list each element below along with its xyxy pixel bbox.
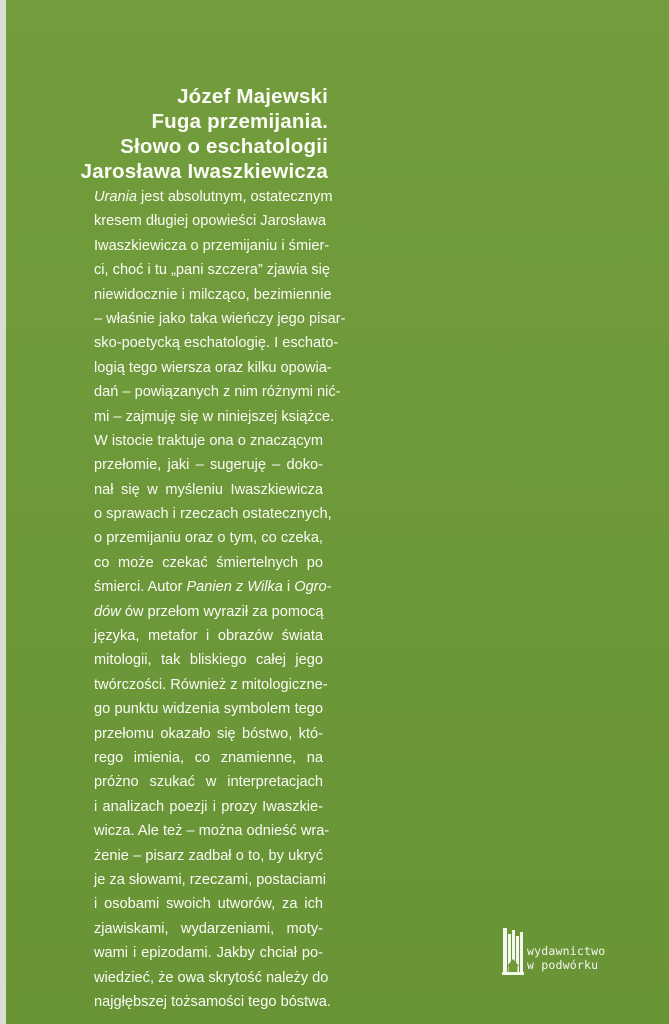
blurb-line: mitologii, tak bliskiego całej jego: [94, 652, 323, 669]
blurb-line: zjawiskami, wydarzeniami, moty-: [94, 920, 323, 937]
blurb-line: kresem długiej opowieści Jarosława: [94, 213, 326, 230]
blurb-italic-title: dów: [94, 603, 121, 620]
blurb-italic-title: Ogro-: [294, 579, 332, 596]
blurb-italic-title: Panien z Wilka: [186, 579, 283, 596]
blurb-line: rego imienia, co znamienne, na: [94, 749, 323, 766]
blurb-line: go punktu widzenia symbolem tego: [94, 701, 323, 718]
page-edge: [0, 0, 6, 1024]
publisher-line-1: wydawnictwo: [527, 944, 606, 958]
publisher-logo: [501, 926, 641, 978]
publisher-line-2: w podwórku: [527, 958, 599, 972]
book-title-line-2: Słowo o eschatologii: [120, 135, 328, 158]
blurb-line: najgłębszej tożsamości tego bóstwa.: [94, 993, 331, 1010]
blurb-line: logią tego wiersza oraz kilku opowia-: [94, 359, 332, 376]
blurb-line: – właśnie jako taka wieńczy jego pisar-: [94, 310, 346, 327]
blurb-line: Iwaszkiewicza o przemijaniu i śmier-: [94, 237, 330, 254]
blurb-line: je za słowami, rzeczami, postaciami: [94, 871, 326, 888]
title-block: [81, 84, 328, 184]
blurb-line: mi – zajmuję się w niniejszej książce.: [94, 408, 335, 425]
blurb-line: wami i epizodami. Jakby chciał po-: [94, 945, 323, 962]
author-name: Józef Majewski: [177, 85, 328, 108]
blurb-line: co może czekać śmiertelnych po: [94, 554, 323, 571]
blurb-line: o przemijaniu oraz o tym, co czeka,: [94, 530, 323, 547]
blurb-line: żenie – pisarz zadbał o to, by ukryć: [94, 847, 323, 864]
book-title-line-3: Jarosława Iwaszkiewicza: [80, 160, 328, 183]
blurb-line: twórczości. Również z mitologiczne-: [94, 676, 328, 693]
blurb-line: wiedzieć, że owa skrytość należy do: [94, 969, 329, 986]
blurb-text: [94, 185, 346, 1014]
blurb-line: W istocie traktuje ona o znaczącym: [94, 432, 323, 449]
blurb-line: śmierci. Autor Panien z Wilka i Ogro-: [94, 579, 332, 596]
blurb-line: przełomie, jaki – sugeruję – doko-: [94, 457, 323, 474]
blurb-line: o sprawach i rzeczach ostatecznych,: [94, 506, 332, 523]
blurb-line: niewidocznie i milcząco, bezimiennie: [94, 286, 332, 303]
blurb-line: wicza. Ale też – można odnieść wra-: [94, 823, 330, 840]
blurb-line: próżno szukać w interpretacjach: [94, 774, 323, 791]
publisher-name: [527, 944, 605, 972]
blurb-line: Urania jest absolutnym, ostatecznym: [94, 189, 333, 205]
blurb-line: ci, choć i tu „pani szczera” zjawia się: [94, 262, 331, 279]
blurb-line: przełomu okazało się bóstwo, któ-: [94, 725, 323, 742]
blurb-line: i osobami swoich utworów, za ich: [94, 896, 323, 913]
book-title-line-1: Fuga przemijania.: [151, 110, 328, 133]
blurb-line: sko-poetycką eschatologię. I eschato-: [94, 335, 339, 352]
blurb-line: języka, metafor i obrazów świata: [94, 628, 323, 645]
blurb-italic-title: Urania: [94, 189, 137, 205]
blurb-line: i analizach poezji i prozy Iwaszkie-: [94, 798, 323, 815]
blurb-line: nał się w myśleniu Iwaszkiewicza: [94, 481, 323, 498]
blurb-line: dów ów przełom wyraził za pomocą: [94, 603, 324, 620]
bookshelf-house-icon: [501, 926, 525, 976]
blurb-line: dań – powiązanych z nim różnymi nić-: [94, 384, 341, 401]
